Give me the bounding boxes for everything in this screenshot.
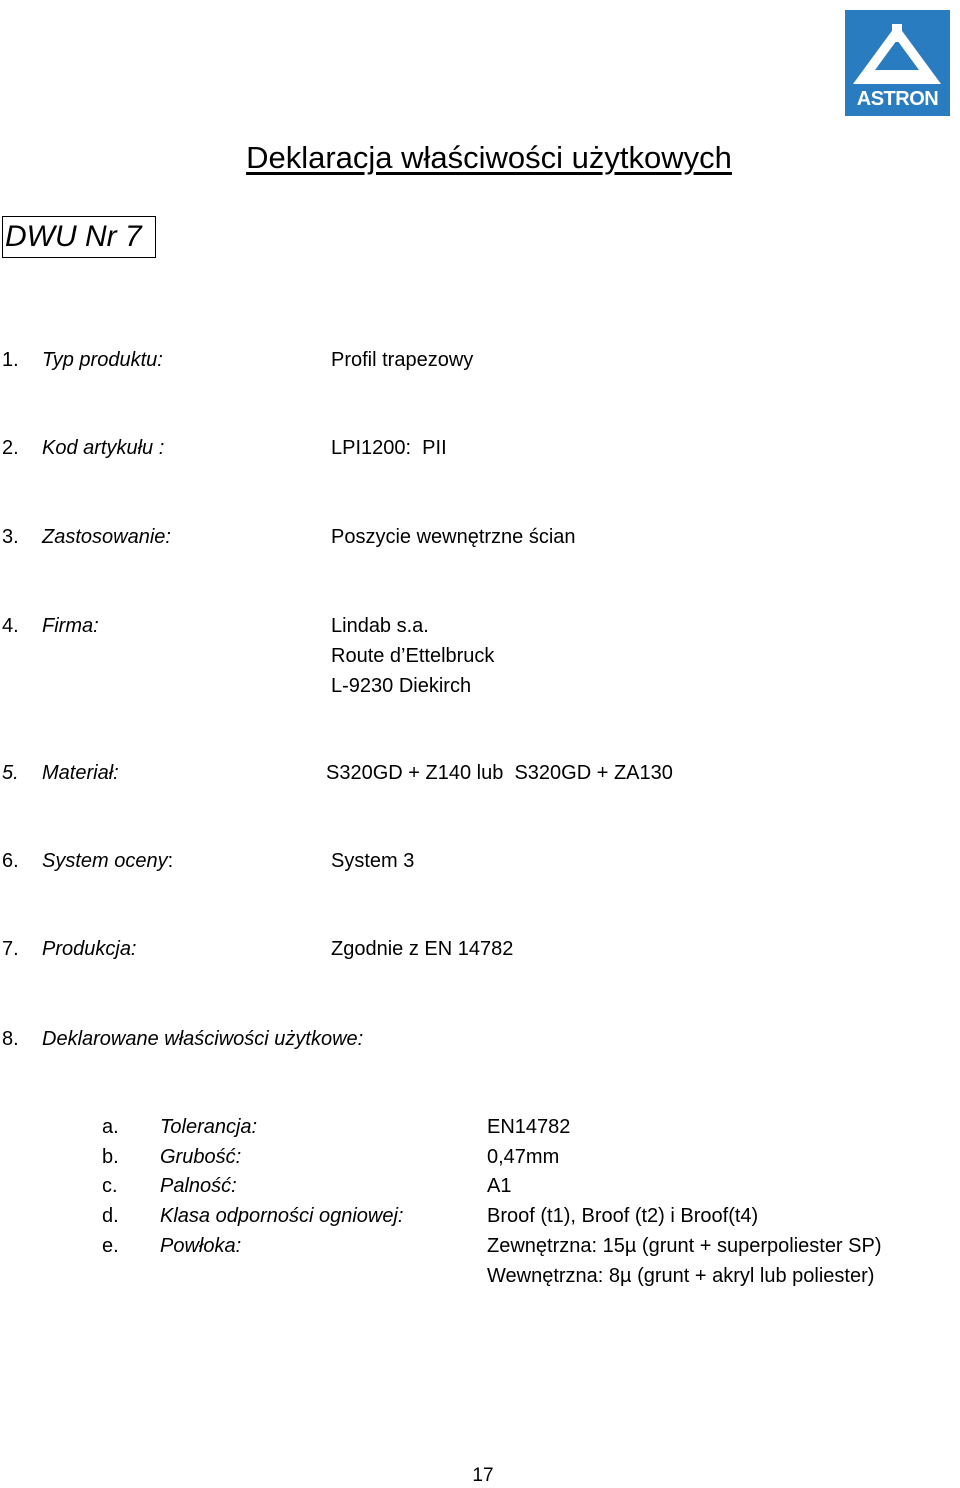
item-value: Zgodnie z EN 14782 (331, 938, 514, 960)
property-label: Powłoka: (160, 1235, 242, 1257)
property-letter: a. (102, 1116, 119, 1138)
item-label: Zastosowanie: (42, 526, 171, 548)
item-label (42, 846, 173, 876)
property-value-outer: Zewnętrzna: 15µ (grunt + superpoliester SP) (487, 1235, 882, 1257)
company-city: L-9230 Diekirch (331, 675, 472, 697)
property-value: 0,47mm (487, 1146, 560, 1168)
property-label: Grubość: (160, 1146, 242, 1168)
item-number: 6. (2, 850, 19, 872)
property-label: Tolerancja: (160, 1116, 258, 1138)
property-value: Broof (t1), Broof (t2) i Broof(t4) (487, 1205, 759, 1227)
item-label-colon: : (167, 850, 174, 872)
item-value: Poszycie wewnętrzne ścian (331, 526, 576, 548)
declaration-number: DWU Nr 7 (2, 216, 156, 258)
property-label: Klasa odporności ogniowej: (160, 1205, 404, 1227)
item-number: 3. (2, 526, 19, 548)
company-name: Lindab s.a. (331, 615, 429, 637)
property-value: A1 (487, 1175, 512, 1197)
item-label: Typ produktu: (42, 349, 163, 371)
page-number: 17 (472, 1465, 494, 1486)
item-label: Deklarowane właściwości użytkowe: (42, 1028, 364, 1050)
document-title: Deklaracja właściwości użytkowych (246, 140, 732, 175)
item-number: 1. (2, 349, 19, 371)
property-letter: c. (102, 1175, 118, 1197)
property-value-inner: Wewnętrzna: 8µ (grunt + akryl lub poliester) (487, 1265, 875, 1287)
item-label: Produkcja: (42, 938, 137, 960)
property-letter: d. (102, 1205, 119, 1227)
item-value: LPI1200: PII (331, 437, 447, 459)
item-number: 4. (2, 615, 19, 637)
item-value: S320GD + Z140 lub S320GD + ZA130 (326, 762, 673, 784)
item-number: 5. (2, 762, 19, 784)
property-letter: b. (102, 1146, 119, 1168)
astron-logo (845, 10, 950, 116)
item-number: 2. (2, 437, 19, 459)
item-number: 7. (2, 938, 19, 960)
astron-logo-text: ASTRON (856, 88, 939, 110)
property-value: EN14782 (487, 1116, 571, 1138)
item-label: Firma: (42, 615, 99, 637)
item-label: Materiał: (42, 762, 119, 784)
item-number: 8. (2, 1028, 19, 1050)
company-street: Route d’Ettelbruck (331, 645, 495, 667)
property-letter: e. (102, 1235, 119, 1257)
property-label: Palność: (160, 1175, 237, 1197)
item-value: System 3 (331, 850, 415, 872)
item-label: Kod artykułu : (42, 437, 165, 459)
item-label-text: System oceny (42, 850, 168, 872)
item-value: Profil trapezowy (331, 349, 474, 371)
